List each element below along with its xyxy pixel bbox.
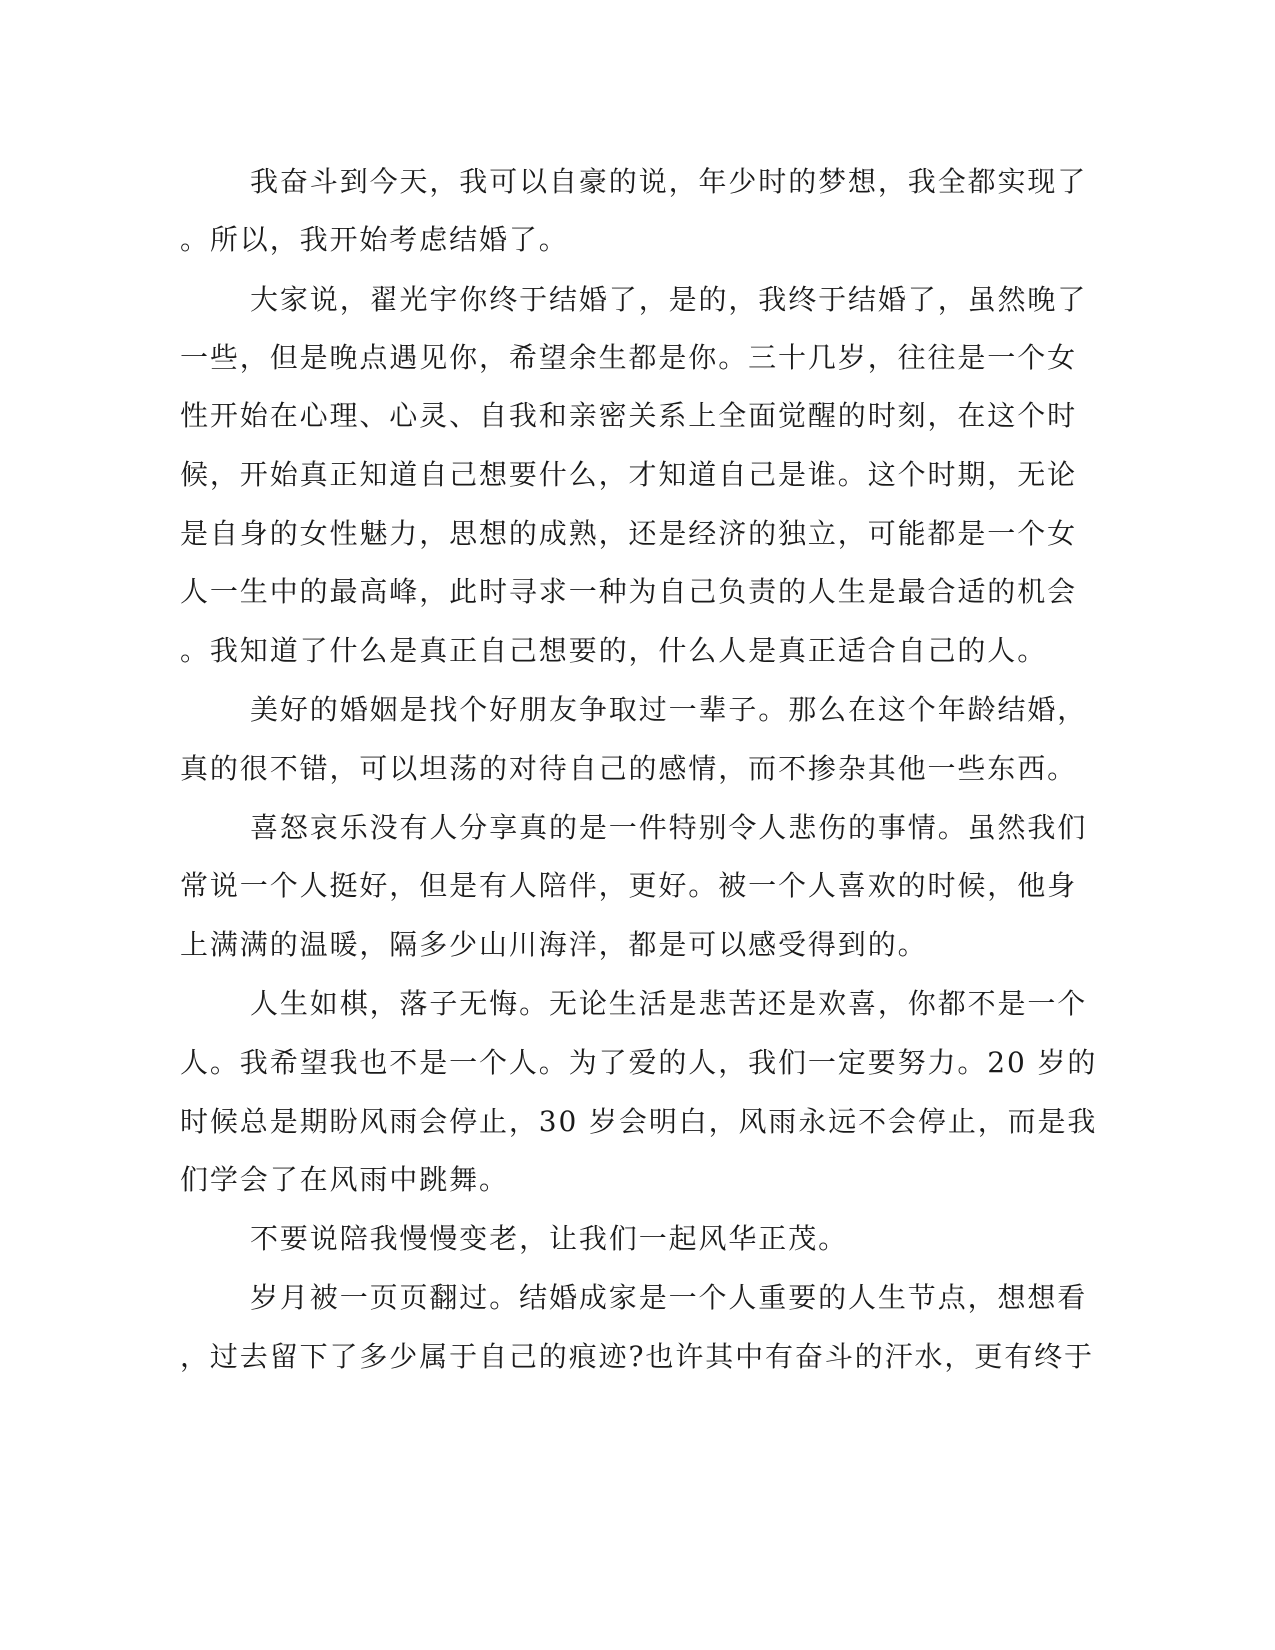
text-line: 美好的婚姻是找个好朋友争取过一辈子。那么在这个年龄结婚， (250, 693, 1088, 726)
text-line: 性开始在心理、心灵、自我和亲密关系上全面觉醒的时刻，在这个时 (180, 399, 1078, 432)
text-line: 。所以，我开始考虑结婚了。 (180, 223, 569, 256)
text-line: 真的很不错，可以坦荡的对待自己的感情，而不掺杂其他一些东西。 (180, 752, 1078, 785)
text-line: 我奋斗到今天，我可以自豪的说，年少时的梦想，我全都实现了 (250, 165, 1088, 198)
text-line: 岁月被一页页翻过。结婚成家是一个人重要的人生节点，想想看 (250, 1281, 1088, 1314)
text-line: 人一生中的最高峰，此时寻求一种为自己负责的人生是最合适的机会 (180, 575, 1078, 608)
text-line: 们学会了在风雨中跳舞。 (180, 1163, 509, 1196)
text-line: 一些，但是晚点遇见你，希望余生都是你。三十几岁，往往是一个女 (180, 341, 1078, 374)
text-line: 不要说陪我慢慢变老，让我们一起风华正茂。 (250, 1222, 849, 1255)
text-line: 常说一个人挺好，但是有人陪伴，更好。被一个人喜欢的时候，他身 (180, 869, 1078, 902)
text-line: 候，开始真正知道自己想要什么，才知道自己是谁。这个时期，无论 (180, 458, 1078, 491)
text-line: 是自身的女性魅力，思想的成熟，还是经济的独立，可能都是一个女 (180, 517, 1078, 550)
text-line: 上满满的温暖，隔多少山川海洋，都是可以感受得到的。 (180, 928, 928, 961)
text-line: 时候总是期盼风雨会停止，30 岁会明白，风雨永远不会停止，而是我 (180, 1105, 1098, 1138)
text-line: 人生如棋，落子无悔。无论生活是悲苦还是欢喜，你都不是一个 (250, 987, 1088, 1020)
text-line: 大家说，翟光宇你终于结婚了，是的，我终于结婚了，虽然晚了 (250, 283, 1088, 316)
text-line: ，过去留下了多少属于自己的痕迹?也许其中有奋斗的汗水，更有终于 (180, 1340, 1094, 1373)
text-line: 人。我希望我也不是一个人。为了爱的人，我们一定要努力。20 岁的 (180, 1046, 1098, 1079)
text-line: 喜怒哀乐没有人分享真的是一件特别令人悲伤的事情。虽然我们 (250, 811, 1088, 844)
text-line: 。我知道了什么是真正自己想要的，什么人是真正适合自己的人。 (180, 634, 1048, 667)
